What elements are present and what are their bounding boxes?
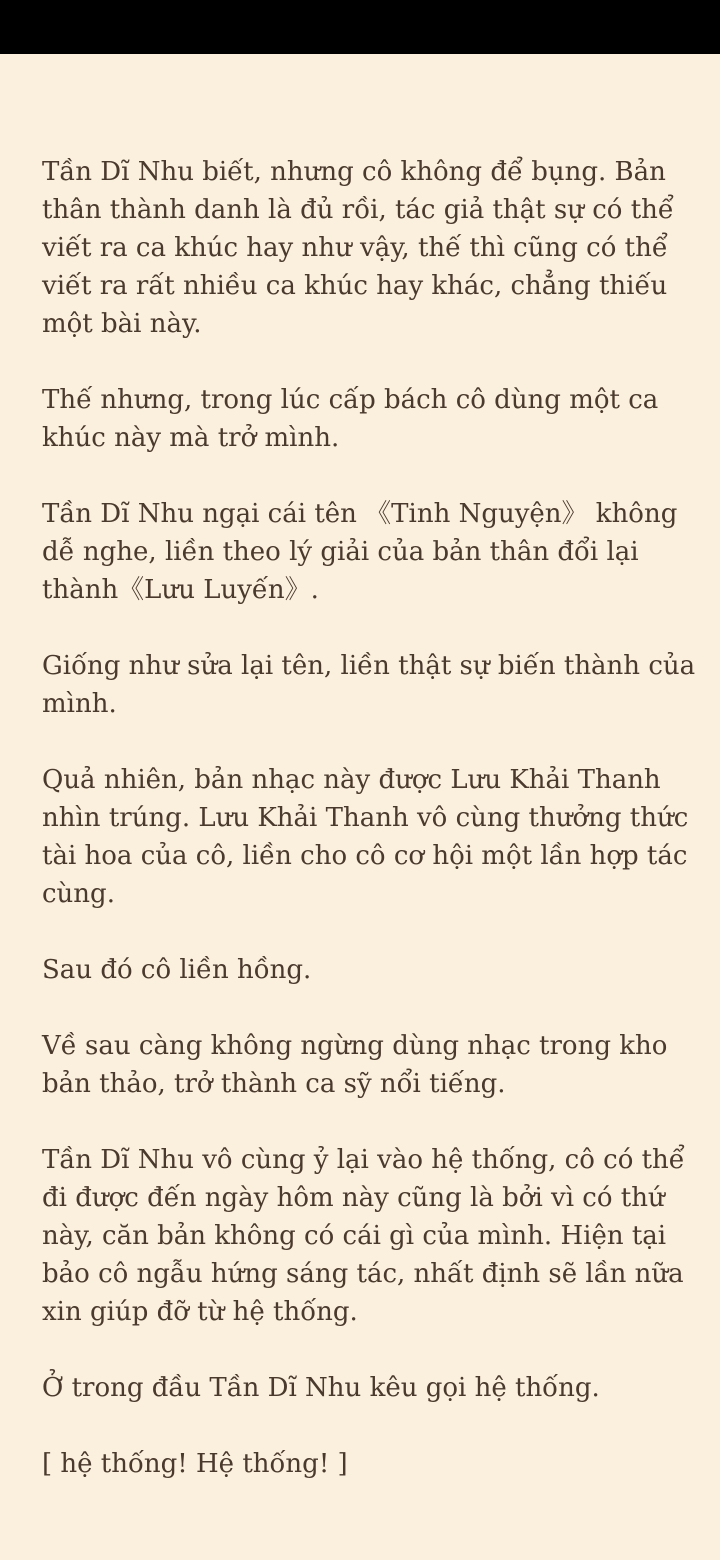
paragraph	[42, 1027, 682, 1103]
paragraph	[42, 951, 682, 989]
paragraph	[42, 1141, 685, 1331]
text-line: này, căn bản không có cái gì của mình. Hiện tại	[42, 1221, 667, 1251]
reader-page[interactable]	[0, 54, 720, 1560]
text-line: Tần Dĩ Nhu vô cùng ỷ lại vào hệ thống, cô có thể	[42, 1145, 685, 1175]
text-line: một bài này.	[42, 309, 202, 339]
text-line: xin giúp đỡ từ hệ thống.	[42, 1297, 358, 1327]
text-line: Ở trong đầu Tần Dĩ Nhu kêu gọi hệ thống.	[42, 1373, 600, 1403]
paragraph	[42, 1369, 682, 1407]
text-line: bản thảo, trở thành ca sỹ nổi tiếng.	[42, 1069, 506, 1099]
text-line: thân thành danh là đủ rồi, tác giả thật sự có thể	[42, 195, 674, 225]
text-line: [ hệ thống! Hệ thống! ]	[42, 1449, 348, 1479]
text-line: đi được đến ngày hôm này cũng là bởi vì có thứ	[42, 1183, 665, 1213]
text-line: Giống như sửa lại tên, liền thật sự biến thành của	[42, 651, 696, 681]
paragraph	[42, 1445, 682, 1483]
text-line: mình.	[42, 689, 117, 719]
text-line: bảo cô ngẫu hứng sáng tác, nhất định sẽ lần nữa	[42, 1259, 684, 1289]
text-line: Sau đó cô liền hồng.	[42, 955, 312, 985]
text-line: khúc này mà trở mình.	[42, 423, 340, 453]
paragraph	[42, 495, 682, 609]
paragraph	[42, 647, 696, 723]
text-line: Tần Dĩ Nhu biết, nhưng cô không để bụng. Bản	[42, 157, 666, 187]
text-line: Về sau càng không ngừng dùng nhạc trong kho	[42, 1031, 668, 1061]
text-line: viết ra rất nhiều ca khúc hay khác, chẳng thiếu	[42, 271, 668, 301]
text-line: tài hoa của cô, liền cho cô cơ hội một lần hợp tác	[42, 841, 688, 871]
text-line: nhìn trúng. Lưu Khải Thanh vô cùng thưởng thức	[42, 803, 689, 833]
text-line: dễ nghe, liền theo lý giải của bản thân đổi lại	[42, 537, 639, 567]
text-line: cùng.	[42, 879, 115, 909]
text-line: Quả nhiên, bản nhạc này được Lưu Khải Thanh	[42, 765, 661, 795]
paragraph	[42, 381, 682, 457]
chapter-text	[42, 153, 696, 1483]
text-line: Thế nhưng, trong lúc cấp bách cô dùng một ca	[42, 385, 659, 415]
text-line: viết ra ca khúc hay như vậy, thế thì cũng có thể	[42, 233, 668, 263]
status-bar	[0, 0, 720, 54]
paragraph	[42, 153, 682, 343]
paragraph	[42, 761, 689, 913]
text-line: thành《Lưu Luyến》.	[42, 575, 319, 605]
text-line: Tần Dĩ Nhu ngại cái tên 《Tinh Nguyện》 không	[42, 499, 678, 529]
